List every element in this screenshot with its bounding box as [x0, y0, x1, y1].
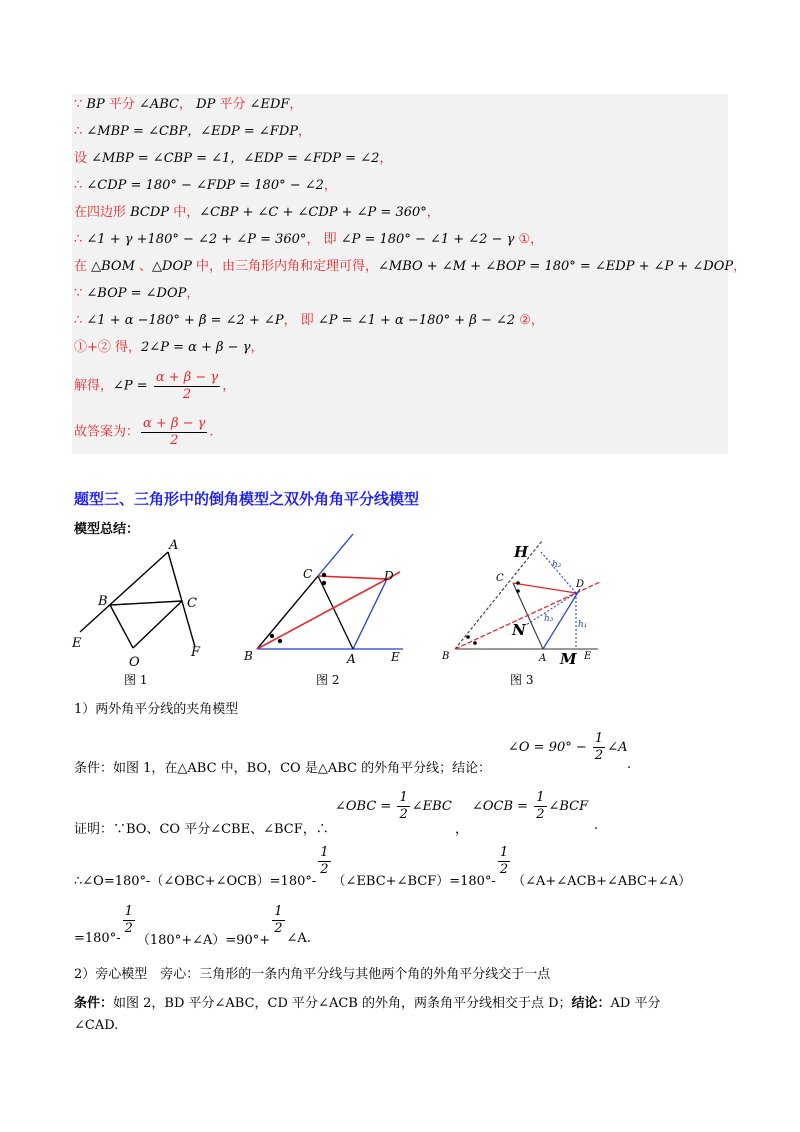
angle-mark — [322, 573, 326, 577]
perp-h2 — [541, 552, 576, 593]
angle-mark — [278, 639, 282, 643]
line-E-A — [80, 552, 168, 632]
label-H: H — [514, 543, 529, 561]
model-1-proof: 证明：∵BO、CO 平分∠CBE、∠BCF，∴ — [74, 822, 329, 837]
figure-2-caption: 图 2 — [316, 673, 340, 687]
label-O: O — [129, 655, 140, 670]
angle-mark — [322, 581, 326, 585]
period: . — [594, 818, 599, 833]
proof-line-7: 在 △BOM 、△DOP 中，由三角形内角和定理可得，∠MBO + ∠M + ∠BOP = 180° = ∠EDP + ∠P + ∠DOP， — [74, 259, 747, 274]
proof-line-5: 在四边形 BCDP 中，∠CBP + ∠C + ∠CDP + ∠P = 360°， — [74, 205, 440, 220]
angle-mark — [473, 641, 477, 645]
angle-mark — [270, 634, 274, 638]
label-D: D — [576, 579, 585, 590]
model-1-formula-ocb: ∠OCB = $\frac{1}{2}$ ∠BCF — [472, 790, 589, 822]
bisector-C-D — [318, 576, 387, 579]
model-1-chain-1: ∴∠O=180°-（∠OBC+∠OCB）=180°- $\frac{1}{2}$ （∠EBC+∠BCF）=180°- $\frac{1}{2}$ （∠A+∠ACB+∠ABC+∠A） — [74, 845, 692, 889]
figure-3-caption: 图 3 — [510, 673, 534, 687]
line-A-D — [353, 579, 387, 649]
label-B: B — [244, 649, 253, 663]
comma: ， — [455, 822, 469, 837]
model-1-chain-2: =180°- $\frac{1}{2}$ （180°+∠A）=90°+ $\frac{1}{2}$ ∠A. — [74, 904, 311, 948]
label-A: A — [169, 538, 179, 553]
proof-line-4: ∴ ∠CDP = 180° − ∠FDP = 180° − ∠2， — [74, 178, 337, 193]
model-1-formula: ∠O = 90° − $\frac{1}{2}$ ∠A — [508, 731, 628, 763]
proof-line-11: 解得，∠P = $\frac{\alpha + \beta - \gamma}{2}$ ， — [74, 370, 236, 402]
figure-2 — [240, 530, 410, 665]
model-2-conclusion-cont: ∠CAD. — [74, 1018, 119, 1033]
proof-line-6: ∴ ∠1 + γ +180° − ∠2 + ∠P = 360°， 即 ∠P = 180° − ∠1 + ∠2 − γ ①， — [74, 232, 544, 247]
model-1-condition: 条件：如图 1，在△ABC 中，BO，CO 是△ABC 的外角平分线；结论： — [74, 761, 492, 776]
proof-line-3: 设 ∠MBP = ∠CBP = ∠1，∠EDP = ∠FDP = ∠2， — [74, 151, 393, 166]
label-M: M — [560, 650, 577, 668]
angle-mark — [516, 581, 520, 585]
model-2-condition: 条件：如图 2，BD 平分∠ABC，CD 平分∠ACB 的外角，两条角平分线相交于点 D；结论：AD 平分 — [74, 996, 661, 1011]
bisector-B-D — [257, 572, 400, 649]
figure-1 — [70, 535, 220, 690]
angle-mark — [466, 635, 470, 639]
segment-B-O — [110, 605, 133, 648]
angle-mark — [516, 589, 520, 593]
label-C: C — [496, 573, 504, 584]
proof-line-12: 故答案为： $\frac{\alpha + \beta - \gamma}{2}$ . — [74, 416, 214, 448]
label-D: D — [384, 569, 394, 583]
figure-1-caption: 图 1 — [124, 673, 148, 687]
label-C: C — [303, 567, 313, 581]
segment-C-A — [513, 583, 543, 649]
model-2-title: 2）旁心模型 旁心：三角形的一条内角平分线与其他两个角的外角平分线交于一点 — [74, 967, 551, 982]
segment-C-O — [133, 601, 182, 648]
label-h2: h₂ — [552, 560, 562, 570]
model-summary-label: 模型总结： — [74, 522, 140, 537]
segment-B-C — [257, 576, 318, 649]
label-F: F — [191, 645, 201, 660]
label-B: B — [98, 594, 108, 609]
label-C: C — [187, 596, 197, 611]
label-N: N — [512, 621, 526, 639]
label-h3: h₃ — [544, 614, 554, 624]
ray-B-C — [455, 541, 542, 649]
label-A: A — [347, 652, 356, 665]
figure-3 — [438, 535, 608, 670]
proof-line-10: ①+② 得，2∠P = α + β − γ， — [74, 340, 264, 355]
proof-line-8: ∵ ∠BOP = ∠DOP， — [74, 286, 200, 301]
model-1-title: 1）两外角平分线的夹角模型 — [74, 702, 239, 717]
label-E: E — [391, 650, 400, 664]
proof-line-9: ∴ ∠1 + α −180° + β = ∠2 + ∠P， 即 ∠P = ∠1 + α −180° + β − ∠2 ②， — [74, 313, 544, 328]
segment-B-C — [110, 601, 182, 605]
proof-line-1: ∵ BP 平分 ∠ABC， DP 平分 ∠EDF， — [74, 97, 303, 112]
section-heading: 题型三、三角形中的倒角模型之双外角角平分线模型 — [74, 490, 420, 508]
label-E: E — [72, 636, 82, 651]
label-E: E — [584, 651, 592, 662]
label-A: A — [539, 653, 547, 664]
period: . — [627, 757, 632, 772]
model-1-formula-obc: ∠OBC = $\frac{1}{2}$ ∠EBC — [335, 790, 452, 822]
fraction: $\frac{\alpha + \beta - \gamma}{2}$ — [155, 370, 219, 402]
label-h1: h₁ — [578, 620, 588, 630]
label-B: B — [442, 651, 450, 662]
fraction: $\frac{\alpha + \beta - \gamma}{2}$ — [143, 416, 206, 448]
proof-line-2: ∴ ∠MBP = ∠CBP，∠EDP = ∠FDP， — [74, 124, 312, 139]
bisector-C-D — [513, 583, 576, 593]
